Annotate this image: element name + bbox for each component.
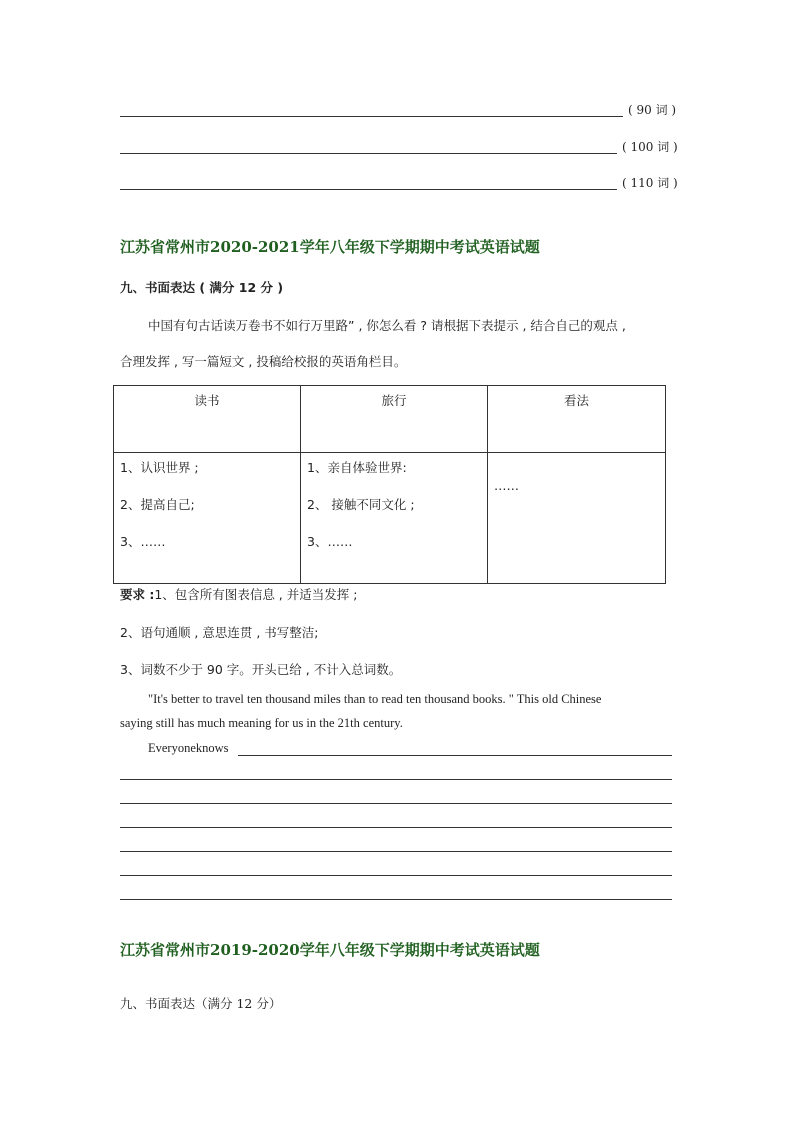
requirement-1-text: 1、包含所有图表信息 , 并适当发挥 ;	[154, 587, 358, 602]
essay-line-3[interactable]	[120, 803, 672, 804]
english-quote-line-2: saying still has much meaning for us in the 21th century.	[120, 716, 403, 730]
header-travel: 旅行	[301, 386, 488, 453]
travel-point-1: 1、亲自体验世界:	[307, 460, 407, 475]
writing-line-100[interactable]	[120, 153, 617, 154]
writing-line-90[interactable]	[120, 116, 623, 117]
section-title-2019-2020	[120, 939, 540, 960]
word-count-110: ( 110 词 )	[622, 176, 678, 190]
travel-point-2: 2、 接触不同文化 ;	[307, 497, 415, 512]
essay-line-4[interactable]	[120, 827, 672, 828]
essay-line-7[interactable]	[120, 899, 672, 900]
title-prefix-2: 江苏省常州市	[120, 941, 211, 959]
english-quote-line-1: "It's better to travel ten thousand miles than to read ten thousand books. " This old Chinese	[148, 692, 602, 706]
writing-heading: 九、书面表达 ( 满分 12 分 )	[120, 280, 284, 295]
travel-points	[301, 453, 488, 584]
title-year: 2020-2021	[210, 238, 300, 256]
essay-line-1[interactable]	[238, 755, 672, 756]
title-suffix-2: 学年八年级下学期期中考试英语试题	[299, 941, 540, 959]
reading-point-1: 1、认识世界 ;	[120, 460, 199, 475]
prompt-table	[113, 385, 666, 584]
opinion-point-1: ……	[494, 478, 519, 493]
essay-line-6[interactable]	[120, 875, 672, 876]
requirement-2: 2、语句通顺 , 意思连贯 , 书写整洁;	[120, 625, 319, 640]
essay-start-text: Everyoneknows	[148, 741, 229, 755]
section-title-2020-2021	[120, 236, 540, 257]
prompt-line-1: 中国有句古话读万卷书不如行万里路” , 你怎么看 ? 请根据下表提示 , 结合自己的观点 ,	[148, 318, 626, 333]
writing-line-110[interactable]	[120, 189, 617, 190]
requirement-1	[120, 585, 357, 603]
title-year-2: 2019-2020	[210, 941, 300, 959]
opinion-points	[488, 453, 666, 584]
header-reading: 读书	[114, 386, 301, 453]
reading-point-3: 3、……	[120, 534, 166, 549]
word-count-100: ( 100 词 )	[622, 140, 678, 154]
essay-line-5[interactable]	[120, 851, 672, 852]
word-count-90: ( 90 词 )	[628, 103, 677, 117]
requirement-3: 3、词数不少于 90 字。开头已给 , 不计入总词数。	[120, 662, 402, 677]
writing-heading-2: 九、书面表达（满分 12 分）	[120, 996, 282, 1011]
reading-points	[114, 453, 301, 584]
title-suffix: 学年八年级下学期期中考试英语试题	[299, 238, 540, 256]
header-opinion: 看法	[488, 386, 666, 453]
reading-point-2: 2、提高自己;	[120, 497, 195, 512]
requirement-label: 要求 :	[120, 587, 155, 602]
essay-line-2[interactable]	[120, 779, 672, 780]
title-prefix: 江苏省常州市	[120, 238, 211, 256]
travel-point-3: 3、……	[307, 534, 353, 549]
prompt-line-2: 合理发挥 , 写一篇短文 , 投稿给校报的英语角栏目。	[120, 354, 407, 369]
